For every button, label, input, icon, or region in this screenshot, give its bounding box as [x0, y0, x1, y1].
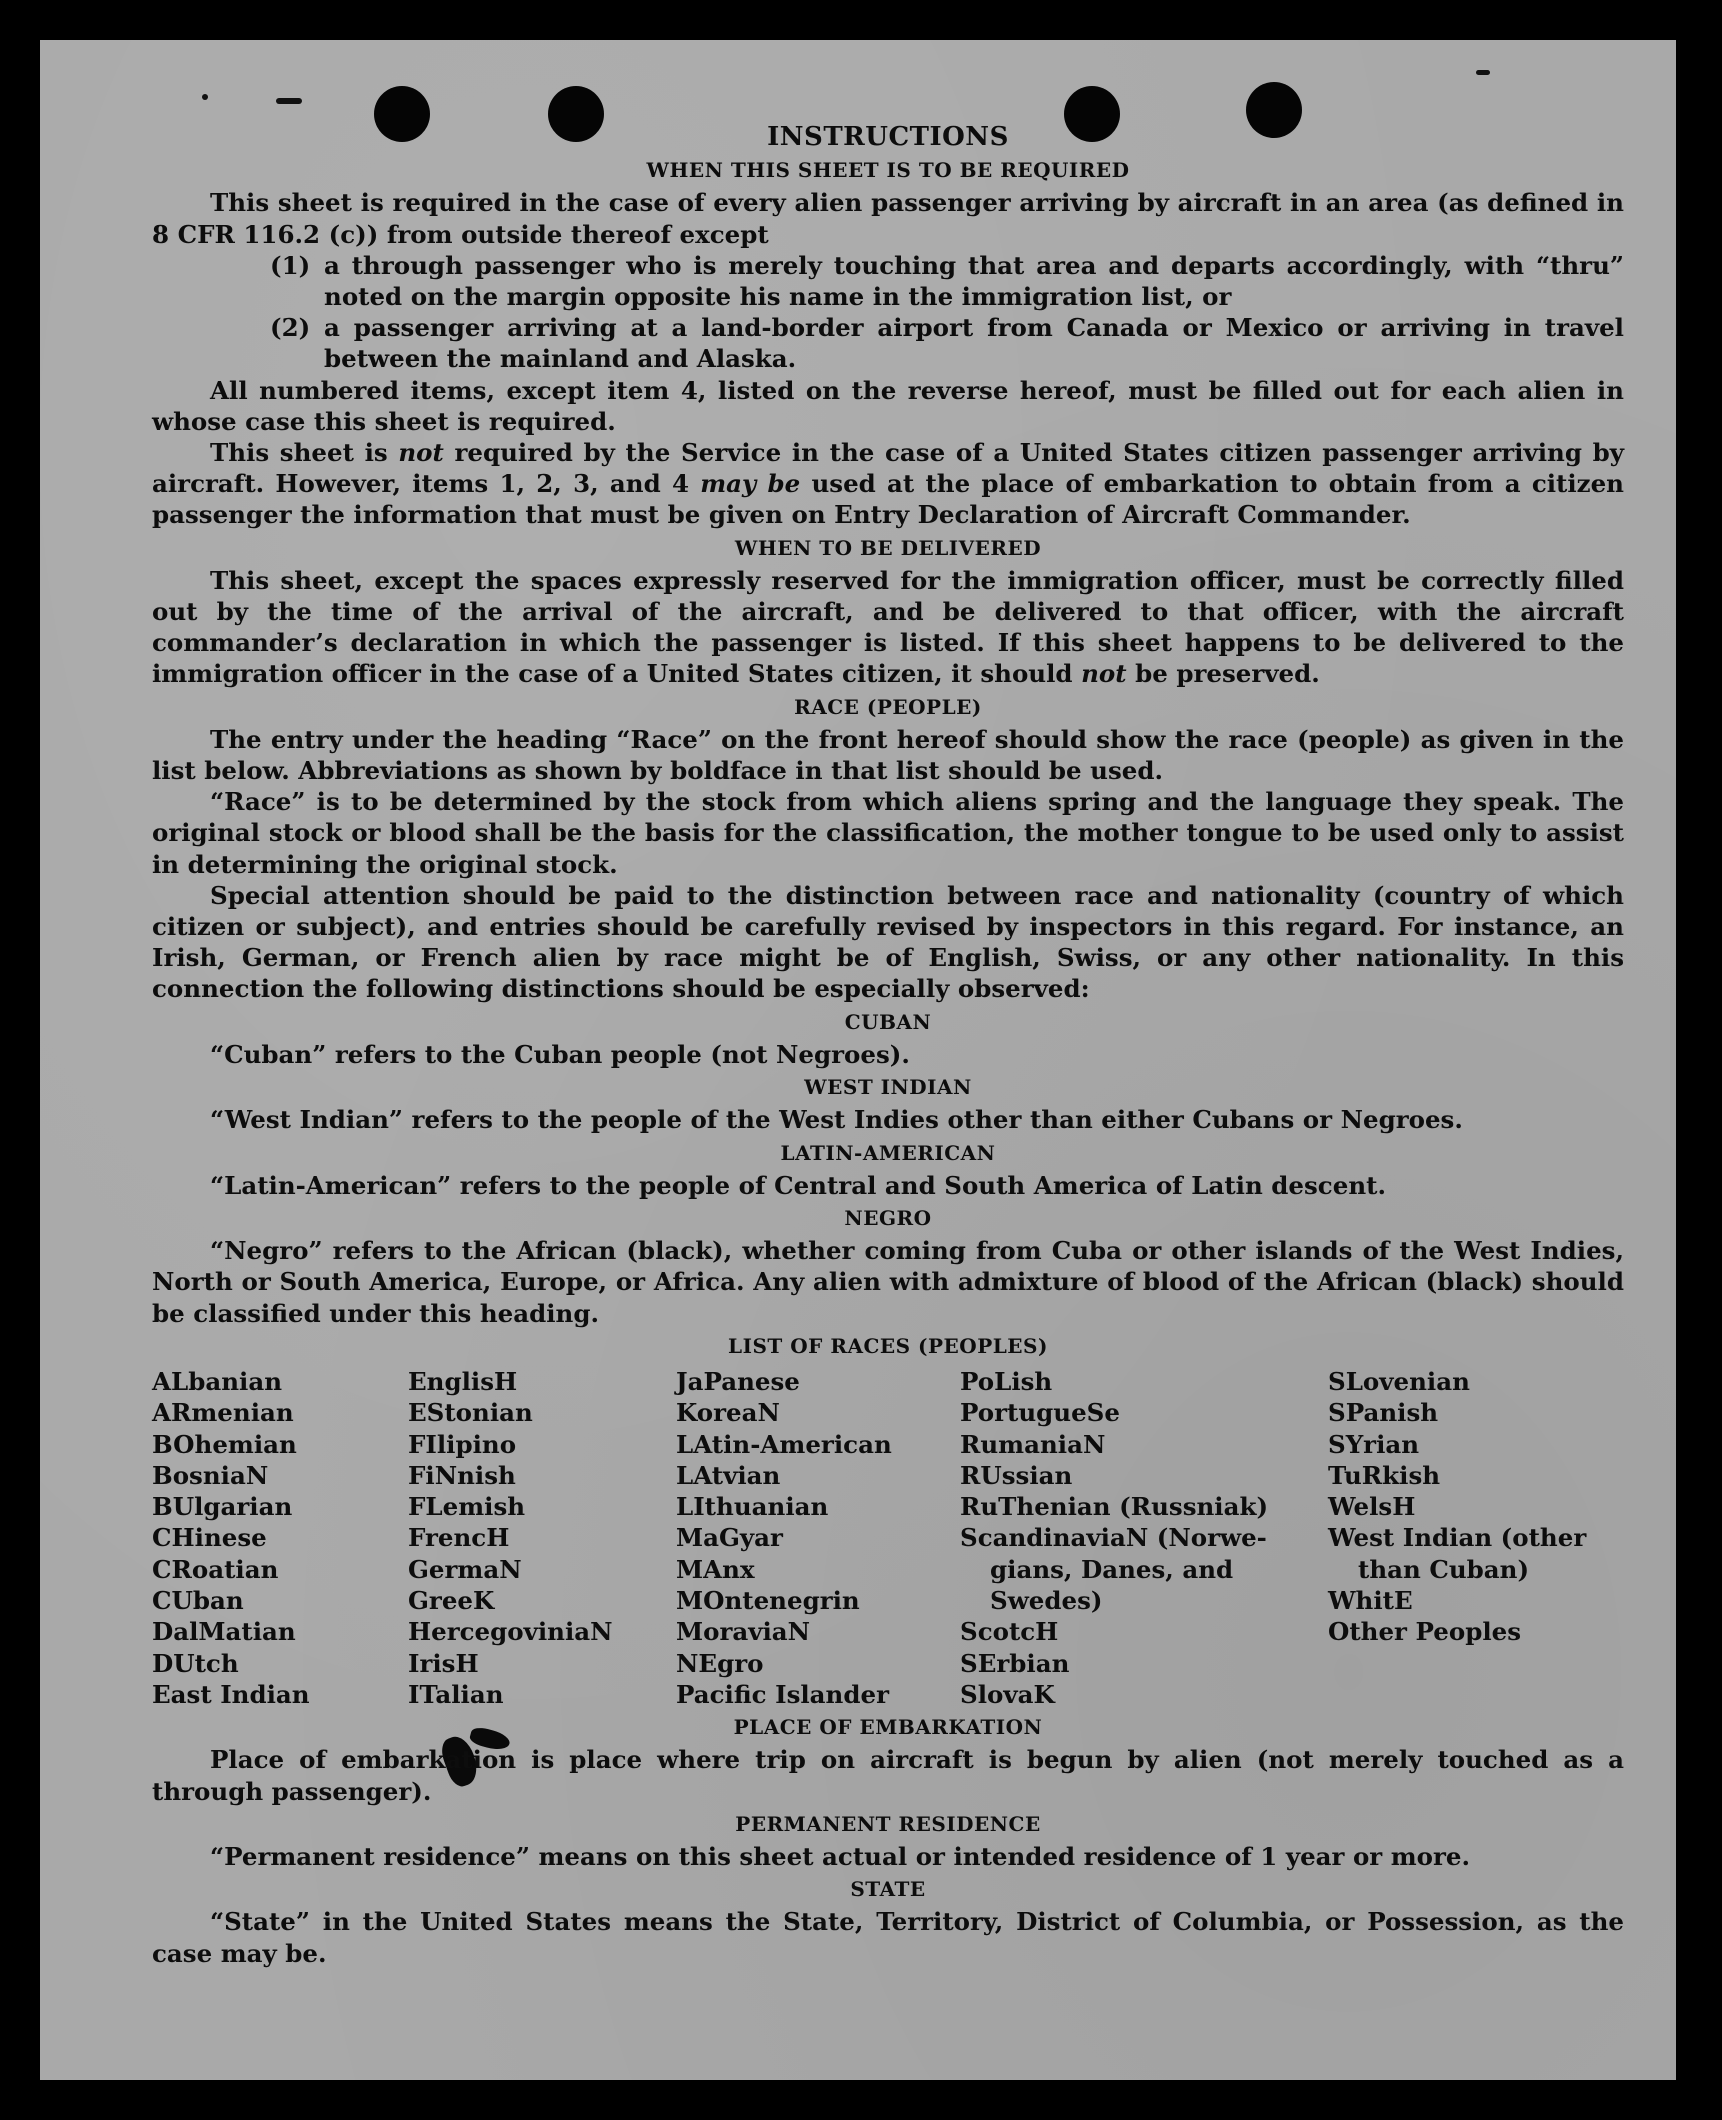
race-entry: MoraviaN — [676, 1617, 811, 1647]
list-item-text: a passenger arriving at a land-border airport from Canada or Mexico or arriving in travel between the mainland and Alaska. — [324, 313, 1624, 374]
ink-mark — [276, 98, 302, 104]
race-entry: KoreaN — [676, 1398, 780, 1428]
races-column — [676, 1366, 960, 1710]
race-entry: EStonian — [408, 1398, 533, 1428]
section-heading-when-required: WHEN THIS SHEET IS TO BE REQUIRED — [646, 158, 1130, 183]
race-entry: MOntenegrin — [676, 1586, 860, 1615]
race-entry: ALbanian — [152, 1366, 283, 1396]
race-entry: JaPanese — [676, 1366, 800, 1396]
races-column — [152, 1366, 408, 1710]
race-entry: ITalian — [408, 1679, 504, 1709]
section-heading-west-indian: WEST INDIAN — [804, 1075, 972, 1100]
race-entry: GermaN — [408, 1554, 522, 1584]
race-entry: RUssian — [960, 1460, 1073, 1490]
race-entry: CRoatian — [152, 1554, 279, 1584]
paragraph: Place of embarkation is place where trip on aircraft is begun by alien (not merely touched as a through passenger). — [152, 1745, 1624, 1806]
races-table — [152, 1366, 1624, 1710]
race-entry: WelsH — [1328, 1492, 1416, 1522]
section-heading-cuban: CUBAN — [844, 1009, 932, 1034]
races-column — [960, 1366, 1328, 1710]
text-run: This sheet, except the spaces expressly reserved for the immigration officer, must be correctly filled out by the time of the arrival of the aircraft, and be delivered to that officer, with the aircraft commander’s declaration in which the passenger is listed. If this sheet happens to be delivered to the immigration officer in the case of a United States citizen, it should — [152, 565, 1624, 689]
race-entry: PortugueSe — [960, 1398, 1120, 1428]
section-heading-negro: NEGRO — [844, 1205, 932, 1230]
paragraph: “Cuban” refers to the Cuban people (not Negroes). — [210, 1039, 910, 1069]
ink-mark — [202, 94, 208, 100]
race-entry: WhitE — [1328, 1586, 1413, 1615]
list-item-text: a through passenger who is merely touching that area and departs accordingly, with “thru” noted on the margin opposite his name in the immigration list, or — [324, 250, 1624, 312]
race-entry: EnglisH — [408, 1366, 518, 1396]
race-entry: SlovaK — [960, 1679, 1055, 1709]
race-entry: ARmenian — [152, 1398, 294, 1428]
race-entry: IrisH — [408, 1648, 479, 1678]
race-entry: HercegoviniaN — [408, 1617, 613, 1647]
race-entry: Other Peoples — [1328, 1617, 1522, 1647]
race-entry: SLovenian — [1328, 1366, 1470, 1396]
paragraph: “West Indian” refers to the people of the West Indies other than either Cubans or Negroes. — [210, 1105, 1463, 1135]
race-entry: LAtin-American — [676, 1429, 892, 1459]
race-entry: FiNnish — [408, 1460, 516, 1490]
race-entry: PoLish — [960, 1366, 1053, 1396]
section-heading-latin-american: LATIN-AMERICAN — [780, 1140, 996, 1165]
race-entry: FLemish — [408, 1492, 526, 1522]
race-entry: SErbian — [960, 1648, 1070, 1678]
race-entry-continuation: gians, Danes, and — [990, 1554, 1234, 1584]
text-run: used at the place of embarkation to obtain from a citizen passenger the information that must be given on Entry Declaration of Aircraft Commander. — [152, 469, 1624, 530]
paragraph: “Latin-American” refers to the people of Central and South America of Latin descent. — [210, 1170, 1386, 1200]
text-run-italic: not — [1081, 659, 1127, 689]
list-item-number: (1) — [270, 250, 311, 280]
section-heading-state: STATE — [850, 1877, 926, 1902]
instructions-content — [152, 122, 1624, 1969]
race-entry: FIlipino — [408, 1429, 517, 1459]
race-entry-continuation: than Cuban) — [1358, 1554, 1530, 1584]
race-entry: BosniaN — [152, 1460, 269, 1490]
race-entry: DalMatian — [152, 1617, 296, 1647]
race-entry: MAnx — [676, 1554, 755, 1584]
race-entry: ScandinaviaN (Norwe- — [960, 1523, 1267, 1553]
races-column — [1328, 1366, 1624, 1710]
race-entry: RumaniaN — [960, 1429, 1106, 1459]
race-entry: MaGyar — [676, 1523, 783, 1553]
text-run: be preserved. — [1126, 659, 1320, 689]
page-title: INSTRUCTIONS — [767, 122, 1009, 152]
section-heading-permanent-residence: PERMANENT RESIDENCE — [735, 1811, 1041, 1836]
paragraph: “Race” is to be determined by the stock from which aliens spring and the language they speak. The original stock or blood shall be the basis for the classification, the mother tongue to be used only to assist in determining the original stock. — [152, 787, 1624, 879]
race-entry: LIthuanian — [676, 1492, 829, 1522]
race-entry: West Indian (other — [1328, 1523, 1587, 1553]
race-entry: TuRkish — [1328, 1460, 1441, 1490]
race-entry: DUtch — [152, 1648, 239, 1678]
race-entry-continuation: Swedes) — [990, 1586, 1103, 1615]
section-heading-race: RACE (PEOPLE) — [794, 694, 982, 719]
section-heading-when-delivered: WHEN TO BE DELIVERED — [734, 535, 1042, 560]
race-entry: CUban — [152, 1586, 244, 1615]
race-entry: SPanish — [1328, 1398, 1439, 1428]
race-entry: ScotcH — [960, 1617, 1059, 1647]
ink-mark — [1476, 70, 1490, 75]
paragraph: “State” in the United States means the State, Territory, District of Columbia, or Possession, as the case may be. — [152, 1907, 1624, 1968]
paragraph: “Negro” refers to the African (black), whether coming from Cuba or other islands of the West Indies, North or South America, Europe, or Africa. Any alien with admixture of blood of the African (black) should be classified under this heading. — [152, 1236, 1624, 1328]
race-entry: RuThenian (Russniak) — [960, 1492, 1269, 1522]
list-item — [270, 312, 1624, 374]
race-entry: CHinese — [152, 1523, 267, 1553]
race-entry: SYrian — [1328, 1429, 1420, 1459]
text-run: required by the Service in the case of a United States citizen passenger arriving by aircraft. However, items 1, 2, 3, and 4 — [152, 438, 1624, 499]
list-item — [270, 250, 1624, 312]
text-run: This sheet is — [210, 438, 399, 468]
paragraph — [152, 437, 1624, 531]
race-entry: GreeK — [408, 1586, 495, 1615]
race-entry: LAtvian — [676, 1460, 781, 1490]
race-entry: BOhemian — [152, 1429, 297, 1459]
paragraph: All numbered items, except item 4, listed on the reverse hereof, must be filled out for each alien in whose case this sheet is required. — [152, 375, 1624, 436]
text-run-italic: not — [398, 438, 444, 468]
paragraph: “Permanent residence” means on this sheet actual or intended residence of 1 year or more. — [210, 1842, 1471, 1871]
section-heading-list-of-races: LIST OF RACES (PEOPLES) — [728, 1333, 1048, 1358]
text-run-italic: may be — [700, 469, 801, 499]
paragraph: Special attention should be paid to the distinction between race and nationality (country of which citizen or subject), and entries should be carefully revised by inspectors in this regard. For instance, an Irish, German, or French alien by race might be of English, Swiss, or any other nationality. In this connection the following distinctions should be especially observed: — [152, 880, 1624, 1004]
paragraph — [152, 565, 1624, 690]
paragraph: This sheet is required in the case of every alien passenger arriving by aircraft in an area (as defined in 8 CFR 116.2 (c)) from outside thereof except — [152, 188, 1624, 249]
document-sheet — [40, 40, 1676, 2080]
race-entry: FrencH — [408, 1523, 510, 1553]
race-entry: NEgro — [676, 1648, 764, 1678]
race-entry: Pacific Islander — [676, 1679, 889, 1709]
race-entry: East Indian — [152, 1679, 310, 1709]
race-entry: BUlgarian — [152, 1492, 293, 1522]
races-column — [408, 1366, 676, 1710]
section-heading-place-of-embarkation: PLACE OF EMBARKATION — [733, 1715, 1043, 1740]
paragraph: The entry under the heading “Race” on the front hereof should show the race (people) as given in the list below. Abbreviations as shown by boldface in that list should be used. — [152, 724, 1624, 786]
list-item-number: (2) — [270, 313, 311, 343]
